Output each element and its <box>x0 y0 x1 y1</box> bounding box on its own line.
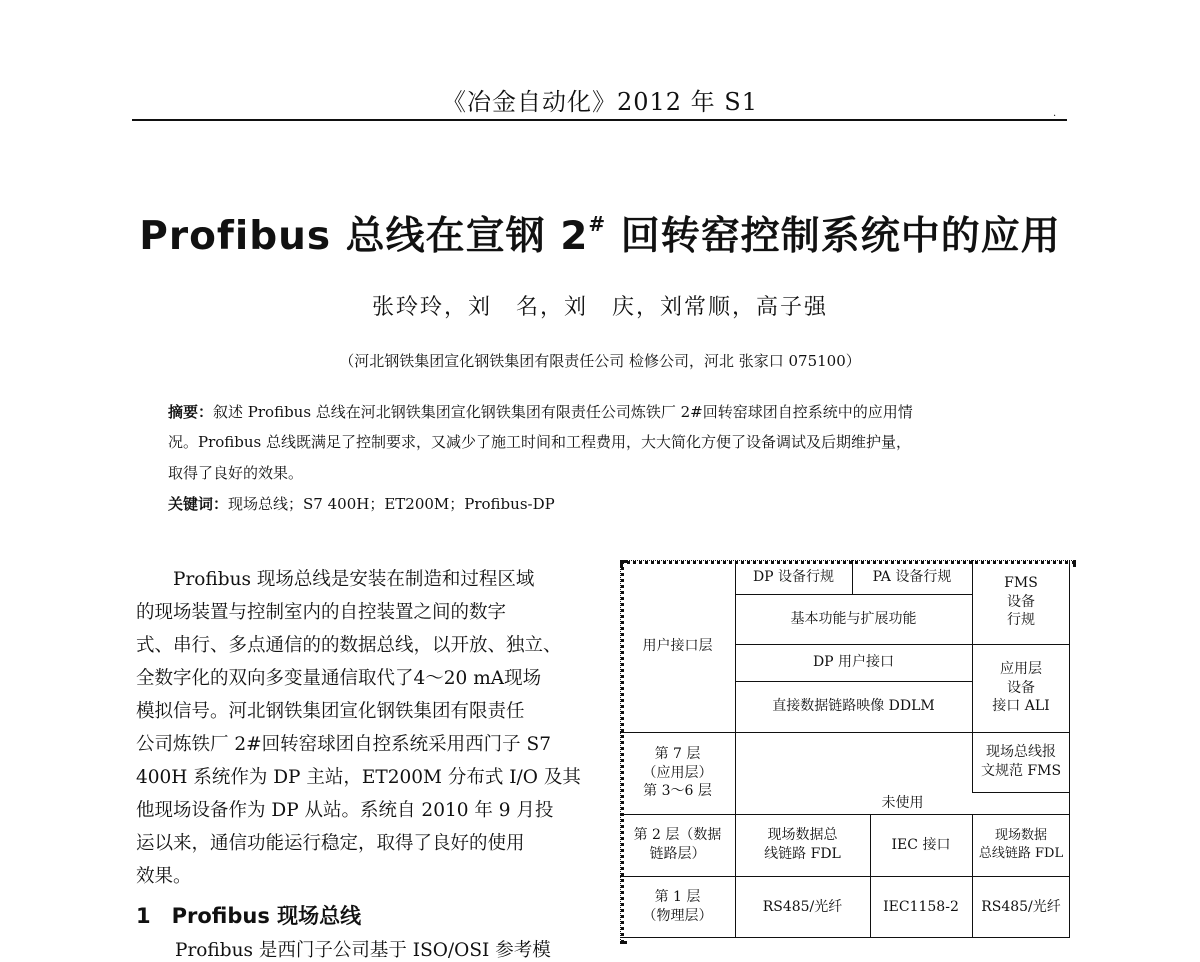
cell-fms-profile: FMS 设备 行规 <box>1004 574 1038 629</box>
cell-layer2: 第 2 层（数据 链路层） <box>633 827 722 862</box>
cell-fdl-2: 现场数据 总线链路 FDL <box>978 828 1064 861</box>
cell-fdl-1: 现场数据总 线链路 FDL <box>764 827 841 862</box>
cell-layer7: 第 7 层 （应用层） 第 3～6 层 <box>642 745 713 800</box>
cell-rs485-1: RS485/光纤 <box>762 898 843 915</box>
title-main: Profibus 总线在宣钢 2 <box>139 214 589 259</box>
body-line-9: 运以来，通信功能运行稳定，取得了良好的使用 <box>136 833 525 854</box>
cell-rs485-2: RS485/光纤 <box>981 898 1061 915</box>
body-line-1: Profibus 现场总线是安装在制造和过程区域 <box>136 569 535 590</box>
keywords-label: 关键词： <box>168 495 229 513</box>
body-line-7: 400H 系统作为 DP 主站，ET200M 分布式 I/O 及其 <box>136 767 581 788</box>
title-sup: # <box>588 212 607 236</box>
body-line-4: 全数字化的双向多变量通信取代了4～20 mA现场 <box>136 668 542 689</box>
header-rule <box>132 119 1067 121</box>
affiliation: （河北钢铁集团宣化钢铁集团有限责任公司 检修公司，河北 张家口 075100） <box>339 352 861 370</box>
body-line-11: Profibus 是西门子公司基于 ISO/OSI 参考模 <box>175 940 551 961</box>
body-line-3: 式、串行、多点通信的的数据总线，以开放、独立、 <box>136 635 562 656</box>
cell-user-layer: 用户接口层 <box>642 637 713 654</box>
journal-header: 《冶金自动化》2012 年 S1 <box>441 88 759 116</box>
abstract-line-3: 取得了良好的效果。 <box>168 464 304 482</box>
body-line-8: 他现场设备作为 DP 从站。系统自 2010 年 9 月投 <box>136 800 554 821</box>
cell-pa-profile: PA 设备行规 <box>872 568 952 585</box>
cell-dp-user-if: DP 用户接口 <box>812 654 895 671</box>
header-dot: . <box>1053 108 1057 119</box>
keywords-text: 现场总线；S7 400H；ET200M；Profibus-DP <box>228 495 555 513</box>
body-line-5: 模拟信号。河北钢铁集团宣化钢铁集团有限责任 <box>136 701 525 722</box>
cell-iec1158: IEC1158-2 <box>883 898 959 915</box>
keywords <box>168 493 555 514</box>
cell-app-if: 应用层 设备 接口 ALI <box>992 660 1050 715</box>
authors: 张玲玲，刘 名，刘 庆，刘常顺，高子强 <box>371 295 828 320</box>
cell-unused: 未使用 <box>881 794 924 811</box>
cell-basic-ext: 基本功能与扩展功能 <box>790 610 917 627</box>
cell-iec-if: IEC 接口 <box>891 836 951 853</box>
body-line-10: 效果。 <box>136 866 192 887</box>
cell-ddlm: 直接数据链路映像 DDLM <box>772 698 935 715</box>
abstract-text-1: 叙述 Profibus 总线在河北钢铁集团宣化钢铁集团有限责任公司炼铁厂 2#回转窑球团自控系统中的应用情 <box>213 403 913 421</box>
profibus-layer-table <box>620 560 1070 938</box>
abstract-line-2: 况。Profibus 总线既满足了控制要求，又减少了施工时间和工程费用，大大简化方便了设备调试及后期维护量， <box>168 433 912 451</box>
body-line-6: 公司炼铁厂 2#回转窑球团自控系统采用西门子 S7 <box>136 734 551 755</box>
cell-dp-profile: DP 设备行规 <box>752 568 835 585</box>
cell-layer1: 第 1 层 （物理层） <box>642 889 713 924</box>
body-line-2: 的现场装置与控制室内的自控装置之间的数字 <box>136 602 507 623</box>
cell-fms-spec: 现场总线报 文规范 FMS <box>980 744 1062 779</box>
abstract-label: 摘要： <box>168 403 214 421</box>
section-heading-1: 1 Profibus 现场总线 <box>136 904 362 928</box>
title-rest: 回转窑控制系统中的应用 <box>606 214 1061 259</box>
paper-title <box>0 205 1200 261</box>
abstract-line-1 <box>168 401 913 422</box>
